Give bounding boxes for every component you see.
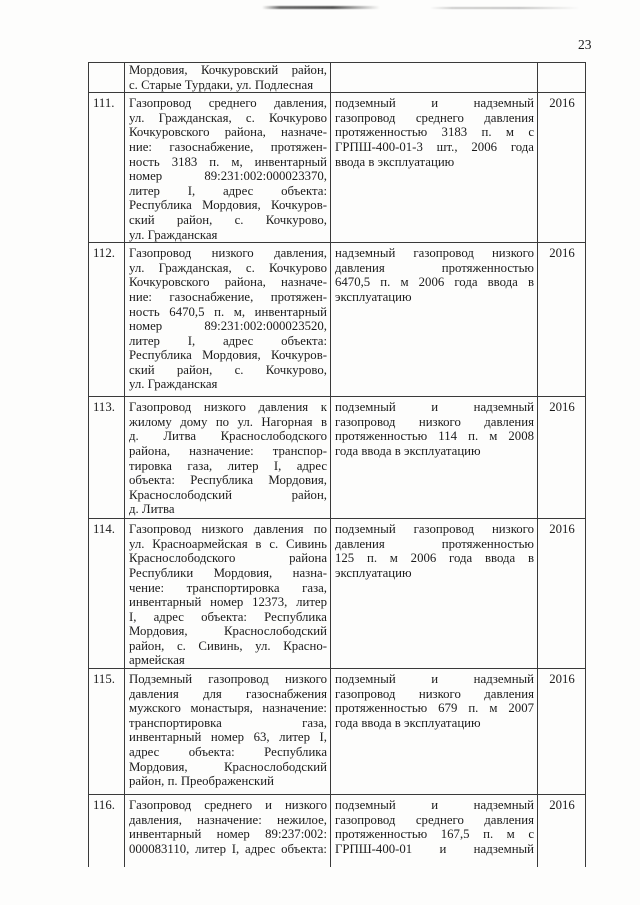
description-line: Газопровод низкого давления к bbox=[129, 400, 327, 415]
object-description bbox=[125, 63, 331, 93]
details-line: подземный и надземный bbox=[335, 672, 534, 687]
document-table bbox=[88, 62, 586, 867]
description-line: давления, назначение: нежилое, bbox=[129, 812, 327, 827]
description-line: Краснослободский район, bbox=[129, 487, 327, 502]
object-description bbox=[125, 243, 331, 397]
commissioning-year-cell bbox=[538, 397, 586, 519]
commissioning-year: 2016 bbox=[549, 522, 575, 537]
description-line: ул. Гражданская, с. Кочкурово bbox=[129, 110, 327, 125]
commissioning-year-cell bbox=[538, 93, 586, 243]
details-line: 6470,5 п. м 2006 года ввода в bbox=[335, 275, 534, 290]
description-line: ский район, с. Кочкурово, bbox=[129, 362, 327, 377]
scan-artifact bbox=[430, 7, 580, 9]
row-number-cell bbox=[89, 243, 125, 397]
description-line: жилому дому по ул. Нагорная в bbox=[129, 414, 327, 429]
description-line: литер I, адрес объекта: bbox=[129, 183, 327, 198]
row-number: 112. bbox=[93, 246, 115, 261]
row-number: 114. bbox=[93, 522, 115, 537]
object-description bbox=[125, 669, 331, 795]
commissioning-year: 2016 bbox=[549, 672, 575, 687]
commissioning-year-cell bbox=[538, 63, 586, 93]
description-line: Кочкуровского района, назначе- bbox=[129, 275, 327, 290]
description-line: Газопровод среднего давления, bbox=[129, 96, 327, 111]
description-line: I, адрес объекта: Республика bbox=[129, 609, 327, 624]
row-number-cell bbox=[89, 519, 125, 669]
object-description bbox=[125, 93, 331, 243]
description-line: ние: газоснабжение, протяжен- bbox=[129, 289, 327, 304]
description-line: ность 6470,5 п. м, инвентарный bbox=[129, 304, 327, 319]
table-row bbox=[89, 669, 586, 795]
description-line: номер 89:231:002:000023520, bbox=[129, 319, 327, 334]
object-details bbox=[331, 795, 538, 867]
details-line: подземный и надземный bbox=[335, 798, 534, 813]
row-number: 111. bbox=[93, 96, 115, 111]
details-line: газопровод среднего давления bbox=[335, 110, 534, 125]
description-line: района, назначение: транспор- bbox=[129, 443, 327, 458]
description-line: адрес объекта: Республика bbox=[129, 745, 327, 760]
description-line: Кочкуровского района, назначе- bbox=[129, 125, 327, 140]
commissioning-year: 2016 bbox=[549, 96, 575, 111]
table-row bbox=[89, 63, 586, 93]
description-line: инвентарный номер 63, литер I, bbox=[129, 730, 327, 745]
details-line: ГРПШ-400-01-3 шт., 2006 года bbox=[335, 139, 534, 154]
details-line: эксплуатацию bbox=[335, 565, 412, 580]
description-line: ский район, с. Кочкурово, bbox=[129, 212, 327, 227]
details-line: давления протяженностью bbox=[335, 536, 534, 551]
description-line: мужского монастыря, назначение: bbox=[129, 701, 327, 716]
details-line: ГРПШ-400-01 и надземный bbox=[335, 841, 534, 856]
description-line: Республика Мордовия, Кочкуров- bbox=[129, 348, 327, 363]
description-line: Газопровод низкого давления по bbox=[129, 522, 327, 537]
object-description bbox=[125, 519, 331, 669]
description-line: Республика Мордовия, Кочкуров- bbox=[129, 198, 327, 213]
scan-artifact bbox=[262, 6, 380, 9]
description-line: объекта: Республика Мордовия, bbox=[129, 473, 327, 488]
commissioning-year-cell bbox=[538, 795, 586, 867]
description-line: ул. Гражданская bbox=[129, 377, 218, 392]
description-line: д. Литва bbox=[129, 502, 175, 517]
row-number: 116. bbox=[93, 798, 115, 813]
row-number-cell bbox=[89, 669, 125, 795]
description-line: Мордовия, Краснослободский bbox=[129, 759, 327, 774]
object-description bbox=[125, 795, 331, 867]
details-line: газопровод среднего давления bbox=[335, 812, 534, 827]
description-line: тировка газа, литер I, адрес bbox=[129, 458, 327, 473]
table-row bbox=[89, 397, 586, 519]
details-line: протяженностью 167,5 п. м с bbox=[335, 827, 534, 842]
object-details bbox=[331, 243, 538, 397]
commissioning-year: 2016 bbox=[549, 246, 575, 261]
object-details bbox=[331, 63, 538, 93]
details-line: надземный газопровод низкого bbox=[335, 246, 534, 261]
row-number: 115. bbox=[93, 672, 115, 687]
description-line: инвентарный номер 12373, литер bbox=[129, 595, 327, 610]
table-row bbox=[89, 243, 586, 397]
description-line: район, с. Сивинь, ул. Красно- bbox=[129, 638, 327, 653]
details-line: подземный газопровод низкого bbox=[335, 522, 534, 537]
table-body bbox=[89, 63, 586, 867]
object-details bbox=[331, 397, 538, 519]
description-line: ул. Гражданская bbox=[129, 227, 218, 242]
details-line: протяженностью 679 п. м 2007 bbox=[335, 701, 534, 716]
description-line: район, п. Преображенский bbox=[129, 774, 274, 789]
row-number: 113. bbox=[93, 400, 115, 415]
details-line: ввода в эксплуатацию bbox=[335, 154, 455, 169]
page-number: 23 bbox=[578, 37, 592, 52]
commissioning-year: 2016 bbox=[549, 798, 575, 813]
description-line: Газопровод низкого давления, bbox=[129, 246, 327, 261]
description-line: Газопровод среднего и низкого bbox=[129, 798, 327, 813]
commissioning-year-cell bbox=[538, 519, 586, 669]
row-number-cell bbox=[89, 795, 125, 867]
row-number-cell bbox=[89, 93, 125, 243]
object-description bbox=[125, 397, 331, 519]
description-line: д. Литва Краснослободского bbox=[129, 429, 327, 444]
description-line: ул. Гражданская, с. Кочкурово bbox=[129, 260, 327, 275]
description-line: Мордовия, Кочкуровский район, bbox=[129, 63, 327, 77]
details-line: подземный и надземный bbox=[335, 400, 534, 415]
commissioning-year-cell bbox=[538, 243, 586, 397]
details-line: протяженностью 3183 п. м с bbox=[335, 125, 534, 140]
details-line: подземный и надземный bbox=[335, 96, 534, 111]
object-details bbox=[331, 669, 538, 795]
table-row bbox=[89, 795, 586, 867]
description-line: инвентарный номер 89:237:002: bbox=[129, 827, 327, 842]
description-line: ние: газоснабжение, протяжен- bbox=[129, 139, 327, 154]
details-line: года ввода в эксплуатацию bbox=[335, 715, 481, 730]
description-line: транспортировка газа, bbox=[129, 715, 327, 730]
object-details bbox=[331, 519, 538, 669]
description-line: чение: транспортировка газа, bbox=[129, 580, 327, 595]
description-line: ул. Красноармейская в с. Сивинь bbox=[129, 536, 327, 551]
object-details bbox=[331, 93, 538, 243]
description-line: 000083110, литер I, адрес объекта: bbox=[129, 841, 327, 856]
description-line: Республики Мордовия, назна- bbox=[129, 565, 327, 580]
details-line: газопровод низкого давления bbox=[335, 414, 534, 429]
description-line: Краснослободского района bbox=[129, 551, 327, 566]
details-line: протяженностью 114 п. м 2008 bbox=[335, 429, 534, 444]
details-line: 125 п. м 2006 года ввода в bbox=[335, 551, 534, 566]
table-row bbox=[89, 93, 586, 243]
details-line: эксплуатацию bbox=[335, 289, 412, 304]
commissioning-year-cell bbox=[538, 669, 586, 795]
description-line: с. Старые Турдаки, ул. Подлесная bbox=[129, 77, 314, 92]
row-number-cell bbox=[89, 397, 125, 519]
details-line: газопровод низкого давления bbox=[335, 686, 534, 701]
description-line: Подземный газопровод низкого bbox=[129, 672, 327, 687]
details-line: давления протяженностью bbox=[335, 260, 534, 275]
table-row bbox=[89, 519, 586, 669]
description-line: Мордовия, Краснослободский bbox=[129, 624, 327, 639]
description-line: литер I, адрес объекта: bbox=[129, 333, 327, 348]
row-number-cell bbox=[89, 63, 125, 93]
description-line: давления для газоснабжения bbox=[129, 686, 327, 701]
description-line: ность 3183 п. м, инвентарный bbox=[129, 154, 327, 169]
description-line: номер 89:231:002:000023370, bbox=[129, 169, 327, 184]
commissioning-year: 2016 bbox=[549, 400, 575, 415]
details-line: года ввода в эксплуатацию bbox=[335, 443, 481, 458]
description-line: армейская bbox=[129, 653, 185, 668]
